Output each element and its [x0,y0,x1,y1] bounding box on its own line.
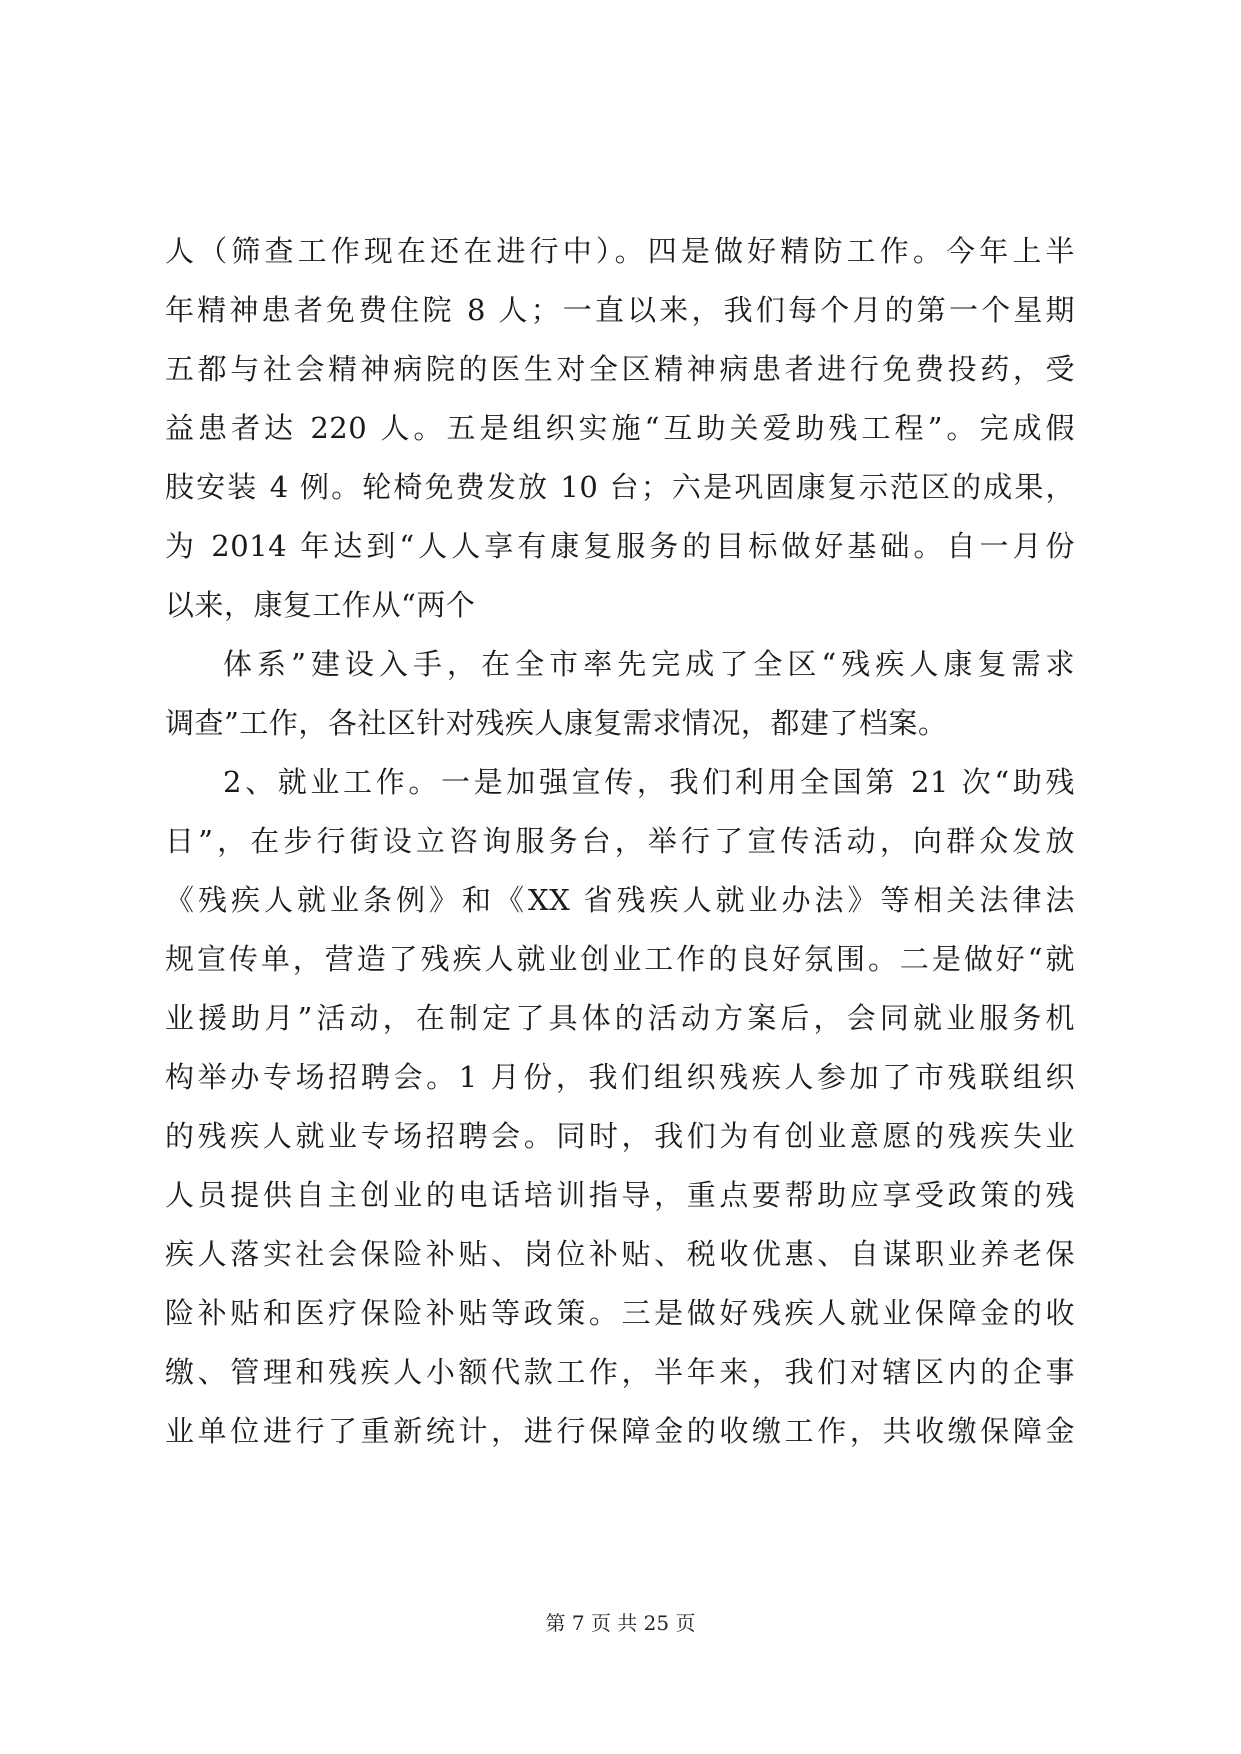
text-line: 体系”建设入手，在全市率先完成了全区“残疾人康复需求 [223,647,1075,681]
text-line: 《残疾人就业条例》和《XX 省残疾人就业办法》等相关法律法 [165,883,1075,917]
text-line: 险补贴和医疗保险补贴等政策。三是做好残疾人就业保障金的收 [165,1296,1075,1330]
text-line: 业援助月”活动，在制定了具体的活动方案后，会同就业服务机 [165,1001,1075,1035]
text-line: 人（筛查工作现在还在进行中）。四是做好精防工作。今年上半 [165,234,1075,268]
text-line: 构举办专场招聘会。1 月份，我们组织残疾人参加了市残联组织 [165,1060,1075,1094]
text-line: 肢安装 4 例。轮椅免费发放 10 台；六是巩固康复示范区的成果， [165,470,1075,504]
text-line: 年精神患者免费住院 8 人；一直以来，我们每个月的第一个星期 [165,293,1075,327]
text-line: 五都与社会精神病院的医生对全区精神病患者进行免费投药，受 [165,352,1075,386]
text-line: 业单位进行了重新统计，进行保障金的收缴工作，共收缴保障金 [165,1414,1075,1448]
text-line: 规宣传单，营造了残疾人就业创业工作的良好氛围。二是做好“就 [165,942,1075,976]
text-line: 以来，康复工作从“两个 [165,588,476,622]
body-text [165,222,1075,1461]
text-line: 为 2014 年达到“人人享有康复服务的目标做好基础。自一月份 [165,529,1075,563]
text-line: 疾人落实社会保险补贴、岗位补贴、税收优惠、自谋职业养老保 [165,1237,1075,1271]
text-line: 调查”工作，各社区针对残疾人康复需求情况，都建了档案。 [165,706,948,740]
page-footer: 第 7 页 共 25 页 [545,1611,696,1635]
text-line: 缴、管理和残疾人小额代款工作，半年来，我们对辖区内的企事 [165,1355,1075,1389]
text-line: 人员提供自主创业的电话培训指导，重点要帮助应享受政策的残 [165,1178,1075,1212]
text-line: 益患者达 220 人。五是组织实施“互助关爱助残工程”。完成假 [165,411,1075,445]
text-line: 的残疾人就业专场招聘会。同时，我们为有创业意愿的残疾失业 [165,1119,1075,1153]
text-line: 2、就业工作。一是加强宣传，我们利用全国第 21 次“助残 [223,765,1075,799]
text-line: 日”，在步行街设立咨询服务台，举行了宣传活动，向群众发放 [165,824,1075,858]
